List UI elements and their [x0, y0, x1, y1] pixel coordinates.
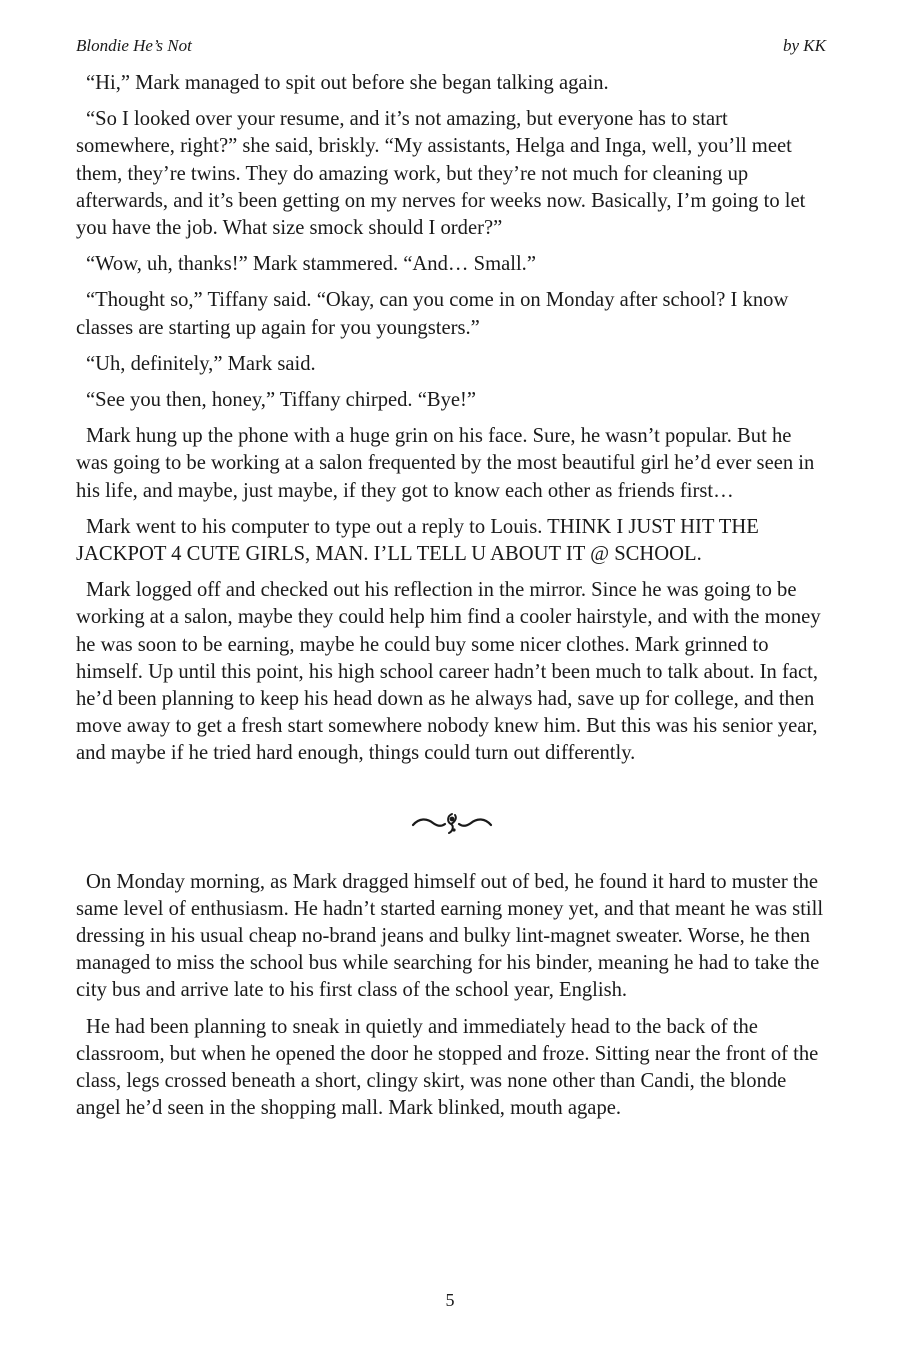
- author-credit: by KK: [783, 36, 826, 55]
- book-title: Blondie He’s Not: [76, 36, 192, 55]
- paragraph: Mark hung up the phone with a huge grin on his face. Sure, he wasn’t popular. But he was going to be working at a salon frequented by the most beautiful girl he’d ever seen in his life, and maybe, just maybe, if they got to know each other as friends first…: [76, 425, 815, 502]
- paragraph: “Uh, definitely,” Mark said.: [86, 352, 316, 375]
- section-break: [76, 777, 828, 869]
- paragraph: He had been planning to sneak in quietly and immediately head to the back of the classroom, but when he opened the door he stopped and froze. Sitting near the front of the class, legs crossed beneath a short, clingy skirt, was none other than Candi, the blonde angel he’d seen in the shopping mall. Mark blinked, mouth agape.: [76, 1015, 819, 1120]
- flourish-ornament-icon: [407, 808, 497, 838]
- chapter-text: [76, 70, 828, 1132]
- paragraph: “Thought so,” Tiffany said. “Okay, can you come in on Monday after school? I know classes are starting up again for you youngsters.”: [76, 289, 789, 339]
- page-number: 5: [445, 1290, 455, 1310]
- paragraph: Mark logged off and checked out his reflection in the mirror. Since he was going to be working at a salon, maybe they could help him find a cooler hairstyle, and with the money he was soon to be earning, maybe he could buy some nicer clothes. Mark grinned to himself. Up until this point, his high school career hadn’t been much to talk about. In fact, he’d been planning to keep his head down as he always had, save up for college, and then move away to get a fresh start somewhere nobody knew him. But this was his senior year, and maybe if he tried hard enough, things could turn out differently.: [76, 579, 821, 765]
- paragraph: “Wow, uh, thanks!” Mark stammered. “And… Small.”: [86, 253, 536, 276]
- paragraph: Mark went to his computer to type out a reply to Louis. THINK I JUST HIT THE JACKPOT 4 CUTE GIRLS, MAN. I’LL TELL U ABOUT IT @ SCHOOL.: [76, 515, 759, 566]
- paragraph: On Monday morning, as Mark dragged himself out of bed, he found it hard to muster the same level of enthusiasm. He hadn’t started earning money yet, and that meant he was still dressing in his usual cheap no-brand jeans and bulky lint-magnet sweater. Worse, he then managed to miss the school bus while searching for his binder, meaning he had to take the city bus and arrive late to his first class of the school year, English.: [76, 870, 824, 1002]
- running-header: [76, 36, 826, 60]
- paragraph: “Hi,” Mark managed to spit out before she began talking again.: [86, 72, 609, 94]
- paragraph: “See you then, honey,” Tiffany chirped. “Bye!”: [86, 389, 477, 412]
- paragraph: “So I looked over your resume, and it’s not amazing, but everyone has to start somewhere, right?” she said, briskly. “My assistants, Helga and Inga, well, you’ll meet them, they’re twins. They do amazing work, but they’re not much for cleaning up afterwards, and it’s been getting on my nerves for weeks now. Basically, I’m going to let you have the job. What size smock should I order?”: [76, 108, 806, 240]
